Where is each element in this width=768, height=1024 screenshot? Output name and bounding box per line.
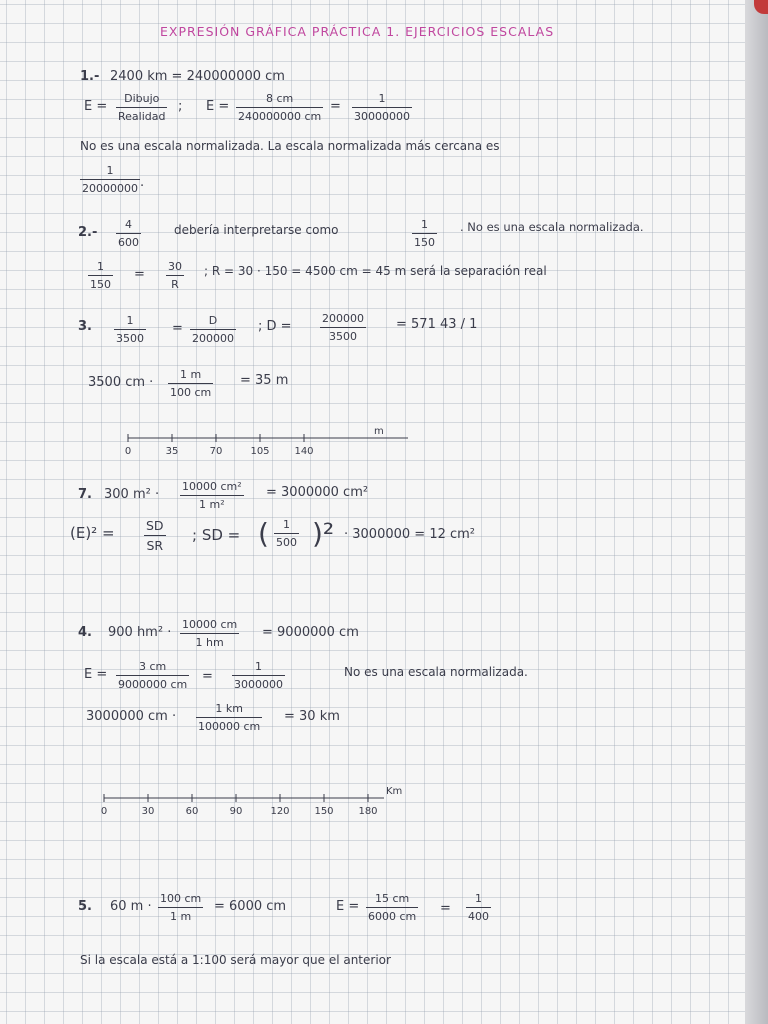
- fraction-4-600: [116, 218, 141, 249]
- fraction-1-3000000: [232, 660, 285, 691]
- fraction-scale-result: [352, 92, 412, 123]
- fraction-D-200000: [190, 314, 236, 345]
- exercise-5-e: E =: [336, 899, 360, 914]
- denominator: 6000 cm: [368, 910, 417, 924]
- scale-unit-label: Km: [386, 786, 403, 797]
- scale-tick-label: 150: [314, 806, 334, 817]
- fraction-1m-100cm: [168, 368, 213, 399]
- numerator: 1: [378, 92, 386, 105]
- equals: =: [330, 99, 341, 114]
- exercise-2-text: debería interpretarse como: [174, 223, 339, 237]
- exercise-3-result: = 571 43 / 1: [396, 317, 478, 332]
- numerator: SD: [146, 518, 164, 533]
- exercise-4-text: No es una escala normalizada.: [344, 665, 528, 679]
- denominator: 1 m²: [199, 498, 225, 512]
- denominator: 600: [118, 236, 139, 250]
- scale-tick-label: 30: [141, 806, 155, 817]
- denominator: 150: [414, 236, 435, 250]
- scale-tick-label: 60: [185, 806, 199, 817]
- equals: =: [172, 321, 183, 336]
- semicolon: ;: [178, 99, 183, 114]
- denominator: 240000000 cm: [238, 110, 322, 124]
- scale-tick-label: 140: [294, 446, 314, 457]
- numerator: 1: [97, 260, 104, 273]
- fraction-1km-100000cm: [196, 702, 262, 733]
- fraction-dibujo-realidad: [116, 92, 167, 123]
- numerator: 10000 cm²: [182, 480, 242, 493]
- denominator: 9000000 cm: [118, 678, 188, 692]
- spine-tab: [754, 0, 768, 14]
- exercise-1-e: E =: [84, 99, 108, 114]
- exercise-1-label: 1.-: [80, 69, 100, 84]
- denominator: 100 cm: [170, 386, 212, 400]
- fraction-SD-SR: [144, 518, 166, 553]
- numerator: 3 cm: [138, 660, 167, 673]
- denominator: Realidad: [118, 110, 166, 124]
- scale-tick-label: 120: [270, 806, 290, 817]
- numerator: 200000: [322, 312, 364, 325]
- denominator: 150: [90, 278, 111, 292]
- numerator: 1 m: [180, 368, 202, 381]
- exercise-5-b: = 6000 cm: [214, 899, 287, 914]
- exercise-7-d: ; SD =: [192, 526, 241, 544]
- scale-tick-label: 180: [358, 806, 378, 817]
- fraction-100cm-1m: [158, 892, 203, 923]
- scale-unit-label: m: [374, 426, 384, 437]
- exercise-1-e2: E =: [206, 99, 230, 114]
- notebook-spine: [745, 0, 768, 1024]
- exercise-3-conversion-a: 3500 cm ·: [88, 375, 154, 390]
- numerator: 1: [255, 660, 262, 673]
- exercise-4-d: = 30 km: [284, 709, 340, 724]
- equals: =: [440, 901, 451, 916]
- numerator: 15 cm: [375, 892, 410, 905]
- exercise-2-label: 2.-: [78, 225, 98, 240]
- numerator: 100 cm: [160, 892, 202, 905]
- numerator: 30: [168, 260, 182, 273]
- numerator: Dibujo: [124, 92, 160, 105]
- numerator: 1: [421, 218, 428, 231]
- fraction-200000-3500: [320, 312, 366, 343]
- exercise-4-c: 3000000 cm ·: [86, 709, 177, 724]
- fraction-15cm-6000cm: [366, 892, 418, 923]
- exercise-3-text: ; D =: [258, 319, 292, 334]
- scale-tick-label: 90: [229, 806, 243, 817]
- exercise-7-a: 300 m² ·: [104, 487, 160, 502]
- exercise-4-label: 4.: [78, 625, 92, 640]
- graphic-scale-km: [96, 784, 416, 824]
- equals: =: [202, 669, 213, 684]
- exercise-4-b: = 9000000 cm: [262, 625, 359, 640]
- fraction-1-150: [412, 218, 437, 249]
- denominator: 1 hm: [195, 636, 224, 650]
- exercise-1-conversion: 2400 km = 240000000 cm: [110, 69, 285, 84]
- exercise-4-e: E =: [84, 667, 108, 682]
- exercise-3-conversion-b: = 35 m: [240, 373, 289, 388]
- exercise-2-text3: ; R = 30 · 150 = 4500 cm = 45 m será la separación real: [204, 264, 547, 278]
- scale-tick-label: 105: [250, 446, 270, 457]
- denominator: 30000000: [354, 110, 410, 124]
- denominator: 20000000: [82, 182, 138, 196]
- fraction-10000cm-1hm: [180, 618, 239, 649]
- fraction-1-500: [274, 518, 299, 549]
- denominator: 3500: [329, 330, 357, 344]
- exercise-5-a: 60 m ·: [110, 899, 152, 914]
- paren-right: )²: [312, 517, 335, 550]
- exercise-4-a: 900 hm² ·: [108, 625, 172, 640]
- denominator: SR: [146, 538, 164, 553]
- exercise-5-label: 5.: [78, 899, 92, 914]
- graphic-scale-meters: [120, 424, 420, 464]
- denominator: 100000 cm: [198, 720, 261, 734]
- period: .: [140, 175, 145, 190]
- exercise-2-text2: . No es una escala normalizada.: [460, 220, 644, 234]
- fraction-1-3500: [114, 314, 146, 345]
- numerator: 10000 cm: [182, 618, 238, 631]
- scale-tick-label: 0: [124, 446, 132, 457]
- numerator: 1: [106, 164, 114, 177]
- denominator: 1 m: [170, 910, 192, 924]
- numerator: 4: [125, 218, 132, 231]
- equals: =: [134, 267, 145, 282]
- scale-tick-label: 0: [100, 806, 108, 817]
- denominator: R: [171, 278, 179, 292]
- fraction-30-R: [166, 260, 184, 291]
- exercise-7-label: 7.: [78, 487, 92, 502]
- exercise-5-text: Si la escala está a 1:100 será mayor que el anterior: [80, 953, 391, 967]
- numerator: D: [208, 314, 218, 327]
- denominator: 3500: [116, 332, 144, 346]
- exercise-7-c: (E)² =: [70, 524, 115, 542]
- exercise-3-label: 3.: [78, 319, 92, 334]
- denominator: 400: [468, 910, 489, 924]
- fraction-8cm: [236, 92, 323, 123]
- denominator: 200000: [192, 332, 234, 346]
- numerator: 1: [283, 518, 290, 531]
- numerator: 1: [475, 892, 482, 905]
- fraction-nearest-scale: [80, 164, 140, 195]
- paren-left: (: [258, 517, 269, 550]
- fraction-3cm: [116, 660, 189, 691]
- numerator: 8 cm: [265, 92, 294, 105]
- scale-tick-label: 70: [209, 446, 223, 457]
- fraction-cm2-m2: [180, 480, 244, 511]
- exercise-1-text: No es una escala normalizada. La escala normalizada más cercana es: [80, 139, 500, 153]
- exercise-7-b: = 3000000 cm²: [266, 485, 369, 500]
- denominator: 3000000: [234, 678, 283, 692]
- page-title: EXPRESIÓN GRÁFICA PRÁCTICA 1. EJERCICIOS ESCALAS: [160, 24, 555, 39]
- exercise-7-e: · 3000000 = 12 cm²: [344, 527, 476, 542]
- numerator: 1: [126, 314, 134, 327]
- numerator: 1 km: [215, 702, 243, 715]
- fraction-1-400: [466, 892, 491, 923]
- denominator: 500: [276, 536, 297, 550]
- scale-tick-label: 35: [165, 446, 179, 457]
- fraction-1-150-b: [88, 260, 113, 291]
